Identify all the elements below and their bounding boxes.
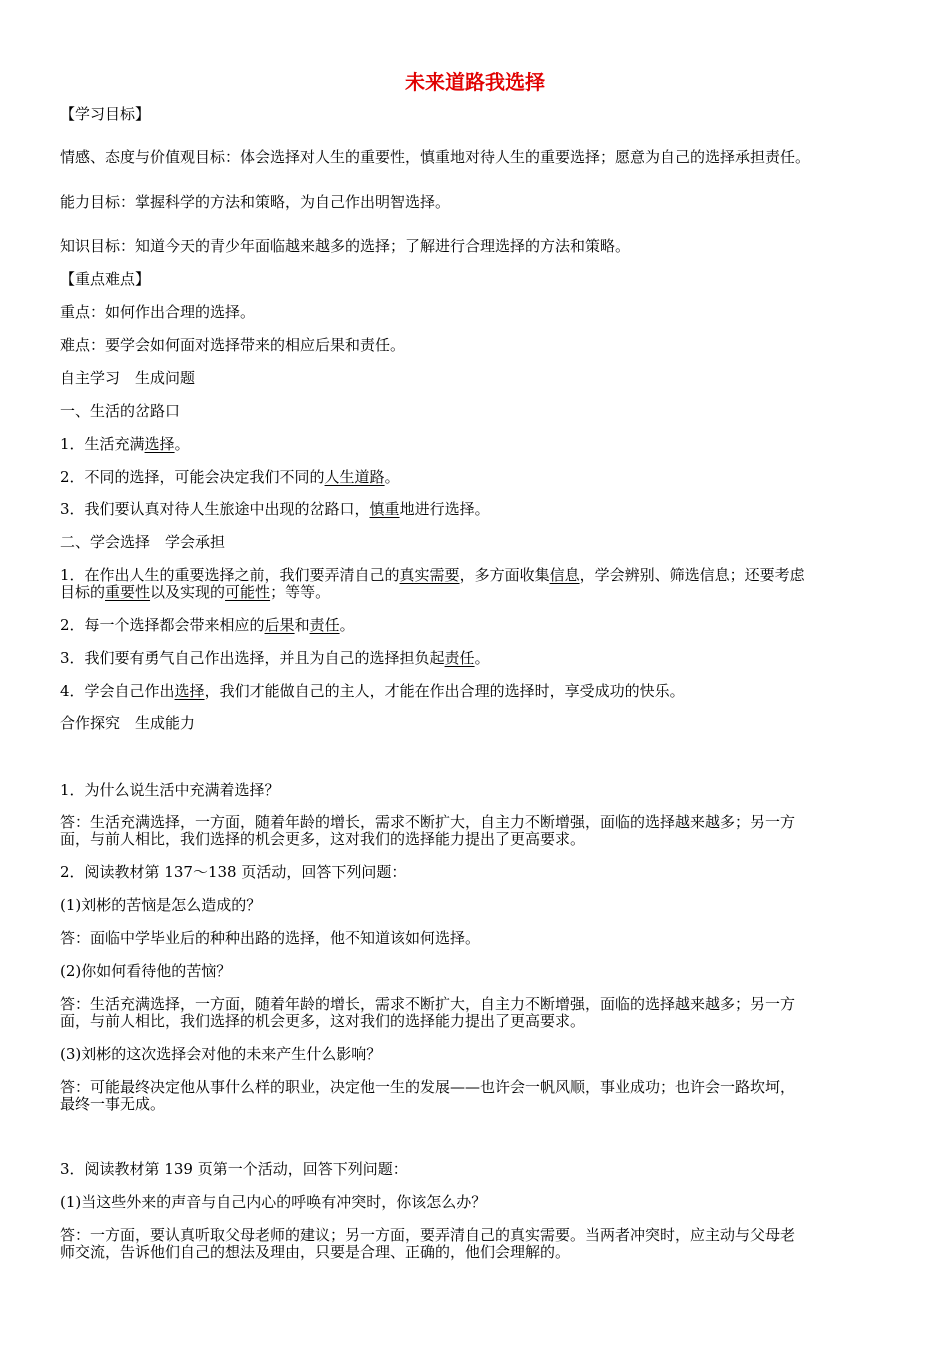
answer-line: 答：生活充满选择，一方面，随着年龄的增长，需求不断扩大，自主力不断增强，面临的选择越来越多；另一方 xyxy=(60,813,796,831)
list-item: 3．我们要有勇气自己作出选择，并且为自己的选择担负起责任。 xyxy=(60,649,490,667)
fill-answer: 信息 xyxy=(549,566,580,584)
list-item: 4．学会自己作出选择，我们才能做自己的主人，才能在作出合理的选择时，享受成功的快乐。 xyxy=(60,682,685,700)
goals-heading: 【学习目标】 xyxy=(60,105,151,123)
question: 3．阅读教材第 139 页第一个活动，回答下列问题： xyxy=(60,1160,408,1178)
fill-answer: 选择 xyxy=(174,682,205,700)
question: 2．阅读教材第 137～138 页活动，回答下列问题： xyxy=(60,863,407,881)
sub-question: (1)当这些外来的声音与自己内心的呼唤有冲突时，你该怎么办？ xyxy=(60,1193,487,1211)
goal-ability: 能力目标：掌握科学的方法和策略，为自己作出明智选择。 xyxy=(60,193,451,211)
key-difficulty: 难点：要学会如何面对选择带来的相应后果和责任。 xyxy=(60,336,406,354)
list-item: 2．不同的选择，可能会决定我们不同的人生道路。 xyxy=(60,468,400,486)
answer-line: 答：一方面，要认真听取父母老师的建议；另一方面，要弄清自己的真实需要。当两者冲突时，应主动与父母老 xyxy=(60,1226,796,1244)
question: 1．为什么说生活中充满着选择？ xyxy=(60,781,280,799)
fill-answer: 慎重 xyxy=(369,500,400,518)
sub-question: (2)你如何看待他的苦恼？ xyxy=(60,962,232,980)
fill-answer: 责任 xyxy=(444,649,475,667)
section-2-heading: 二、学会选择 学会承担 xyxy=(60,533,226,551)
fill-answer: 人生道路 xyxy=(324,468,385,486)
answer-line: 答：面临中学毕业后的种种出路的选择，他不知道该如何选择。 xyxy=(60,929,481,947)
goal-emotion: 情感、态度与价值观目标：体会选择对人生的重要性，慎重地对待人生的重要选择；愿意为自己的选择承担责任。 xyxy=(60,148,811,166)
page-title: 未来道路我选择 xyxy=(405,70,545,94)
answer-line: 面，与前人相比，我们选择的机会更多，这对我们的选择能力提出了更高要求。 xyxy=(60,830,586,848)
list-item: 3．我们要认真对待人生旅途中出现的岔路口，慎重地进行选择。 xyxy=(60,500,490,518)
list-item: 目标的重要性以及实现的可能性；等等。 xyxy=(60,583,331,601)
cooperate-heading: 合作探究 生成能力 xyxy=(60,714,196,732)
list-item: 1．在作出人生的重要选择之前，我们要弄清自己的真实需要，多方面收集信息，学会辨别、筛选信息；还要考虑 xyxy=(60,566,805,584)
answer-line: 面，与前人相比，我们选择的机会更多，这对我们的选择能力提出了更高要求。 xyxy=(60,1012,586,1030)
fill-answer: 责任 xyxy=(309,616,340,634)
fill-answer: 可能性 xyxy=(225,583,271,601)
answer-line: 答：生活充满选择，一方面，随着年龄的增长，需求不断扩大，自主力不断增强，面临的选择越来越多；另一方 xyxy=(60,995,796,1013)
fill-answer: 真实需要 xyxy=(399,566,460,584)
sub-question: (3)刘彬的这次选择会对他的未来产生什么影响？ xyxy=(60,1045,382,1063)
fill-answer: 选择 xyxy=(144,435,175,453)
fill-answer: 重要性 xyxy=(105,583,151,601)
answer-line: 答：可能最终决定他从事什么样的职业，决定他一生的发展——也许会一帆风顺，事业成功；也许会一路坎坷， xyxy=(60,1078,796,1096)
key-heading: 【重点难点】 xyxy=(60,270,151,288)
sub-question: (1)刘彬的苦恼是怎么造成的？ xyxy=(60,896,262,914)
goal-knowledge: 知识目标：知道今天的青少年面临越来越多的选择；了解进行合理选择的方法和策略。 xyxy=(60,237,631,255)
answer-line: 最终一事无成。 xyxy=(60,1095,166,1113)
fill-answer: 后果 xyxy=(264,616,295,634)
section-1-heading: 一、生活的岔路口 xyxy=(60,402,181,420)
list-item: 1．生活充满选择。 xyxy=(60,435,190,453)
list-item: 2．每一个选择都会带来相应的后果和责任。 xyxy=(60,616,355,634)
key-focus: 重点：如何作出合理的选择。 xyxy=(60,303,256,321)
answer-line: 师交流，告诉他们自己的想法及理由，只要是合理、正确的，他们会理解的。 xyxy=(60,1243,571,1261)
self-study-heading: 自主学习 生成问题 xyxy=(60,369,196,387)
